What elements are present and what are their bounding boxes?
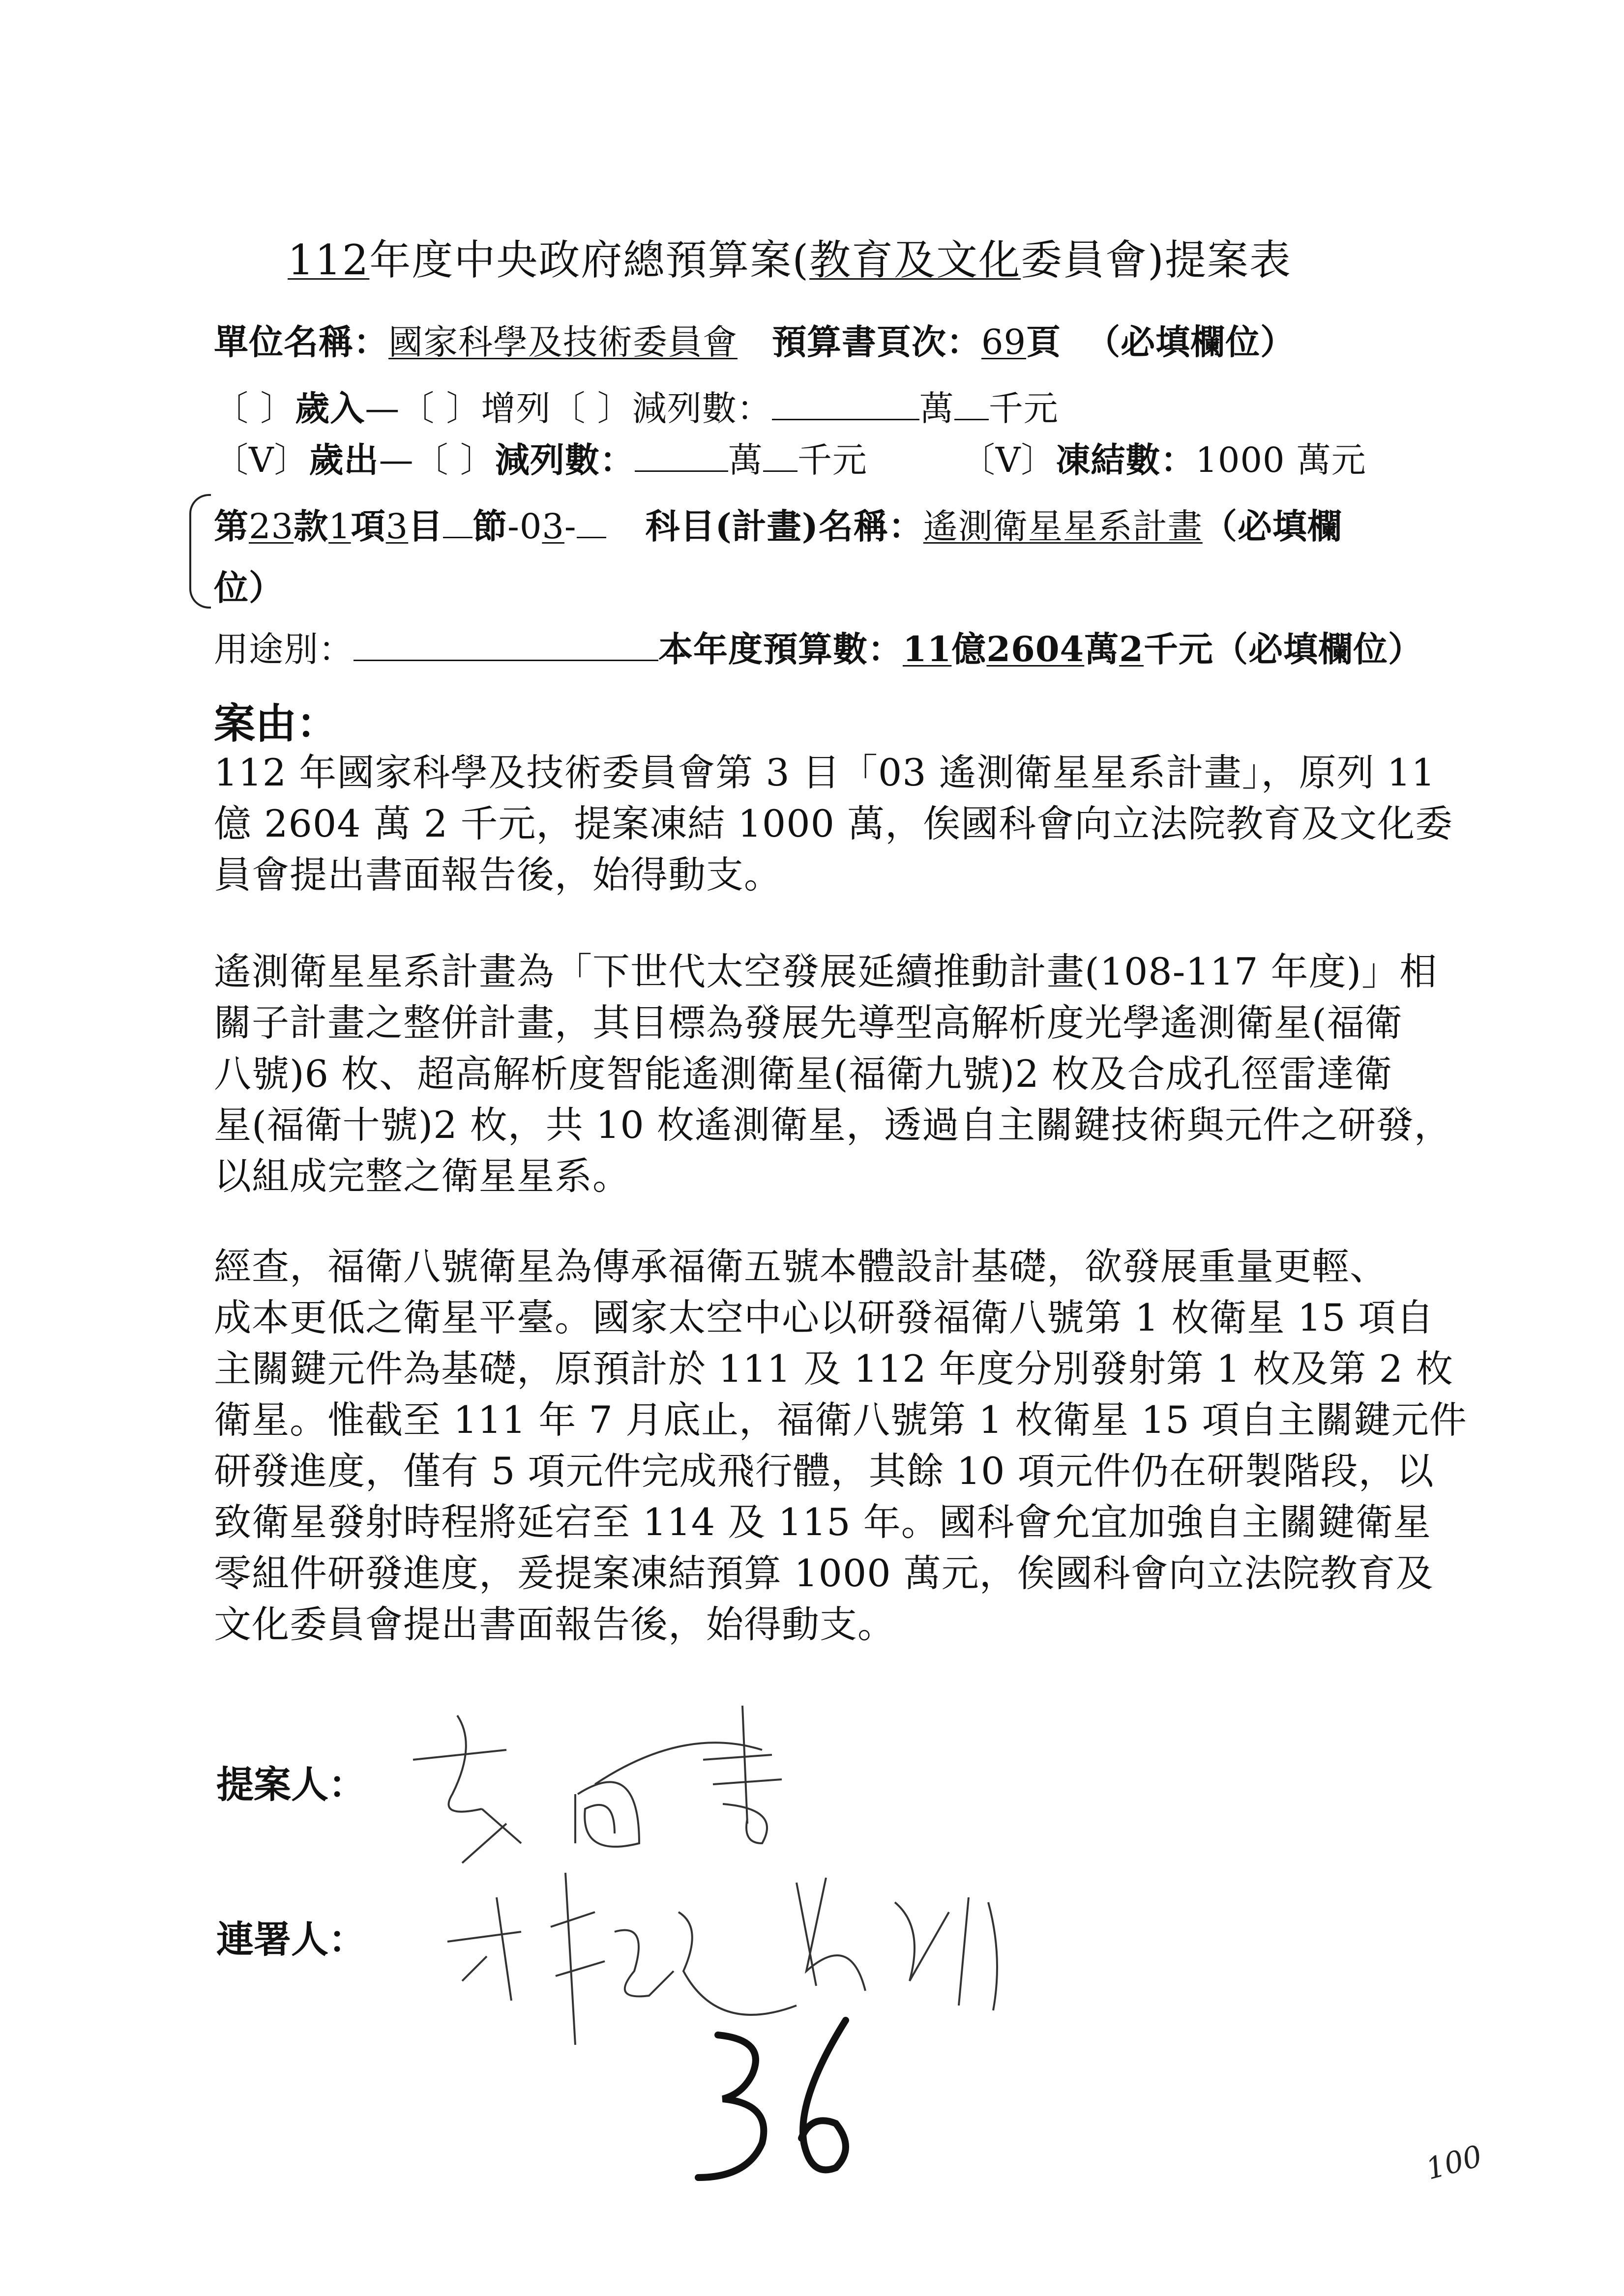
required-note-cont: 位）	[214, 567, 284, 608]
unit-row	[214, 315, 1295, 364]
code-number: 3	[542, 506, 564, 547]
account-row-cont	[214, 560, 284, 610]
dash: —	[365, 388, 400, 429]
reason-paragraph-2	[214, 946, 1452, 1202]
wan-unit: 萬	[919, 388, 954, 429]
paragraph-line: 112 年國家科學及技術委員會第 3 目「03 遙測衛星星系計畫」，原列 11	[214, 751, 1436, 794]
decrease-label: 減列數：	[495, 439, 635, 480]
paragraph-line: 文化委員會提出書面報告後，始得動支。	[214, 1602, 895, 1646]
handwritten-number-36	[688, 2020, 895, 2187]
blank-qian	[954, 389, 989, 420]
reason-paragraph-1	[214, 747, 1453, 901]
xiang-number: 1	[328, 506, 351, 547]
expense-label: 歲出	[309, 439, 379, 480]
paragraph-line: 主關鍵元件為基礎，原預計於 111 及 112 年度分別發射第 1 枚及第 2 枚	[214, 1347, 1454, 1391]
usage-label: 用途別：	[214, 629, 354, 669]
paragraph-line: 致衛星發射時程將延宕至 114 及 115 年。國科會允宜加強自主關鍵衛星	[214, 1500, 1431, 1544]
decrease-checkbox: 〔 〕	[551, 388, 632, 429]
expense-row	[214, 433, 1366, 482]
paragraph-line: 衛星。惟截至 111 年 7 月底止，福衛八號第 1 枚衛星 15 項自主關鍵元件	[214, 1398, 1467, 1442]
title-post: 委員會)提案表	[1021, 236, 1292, 284]
dash: —	[379, 440, 414, 480]
kuan-number: 23	[249, 506, 294, 547]
budget-label: 本年度預算數：	[658, 629, 903, 669]
revenue-row	[214, 381, 1059, 431]
usage-blank	[354, 630, 658, 661]
kuan: 款	[294, 506, 329, 547]
mu-number: 3	[385, 506, 409, 547]
decrease-checkbox: 〔 〕	[413, 440, 495, 480]
required-note: （必填欄位）	[1086, 321, 1296, 362]
revenue-checkbox: 〔 〕	[214, 388, 295, 429]
wan-number: 2604	[986, 629, 1085, 669]
jie: 節	[472, 506, 508, 547]
blank-code	[577, 507, 606, 538]
unit-value: 國家科學及技術委員會	[388, 322, 738, 362]
code-prefix: -0	[507, 506, 542, 547]
reason-heading: 案由：	[214, 699, 338, 748]
cosigner-label: 連署人：	[216, 1918, 366, 1961]
account-row	[214, 499, 1342, 549]
subject-value: 遙測衛星星系計畫	[923, 506, 1203, 547]
required-note: （必填欄位）	[1213, 629, 1423, 669]
blank-jie	[443, 507, 472, 538]
paragraph-line: 八號)6 枚、超高解析度智能遙測衛星(福衛九號)2 枚及合成孔徑雷達衛	[214, 1052, 1392, 1096]
qian-unit: 千元	[797, 440, 867, 480]
qian-number: 2	[1119, 629, 1144, 669]
paragraph-line: 零組件研發進度，爰提案凍結預算 1000 萬元，俟國科會向立法院教育及	[214, 1551, 1434, 1595]
increase-label: 增列	[481, 388, 551, 429]
paragraph-line: 員會提出書面報告後，始得動支。	[214, 853, 782, 897]
qian-unit: 千元	[988, 388, 1059, 429]
decrease-label: 減列數：	[632, 388, 772, 429]
bracket-mark	[189, 494, 211, 609]
usage-row	[214, 622, 1423, 671]
required-note: （必填欄	[1202, 506, 1342, 547]
subject-label: 科目(計畫)名稱：	[645, 506, 923, 547]
form-title	[288, 227, 1292, 287]
title-committee: 教育及文化	[809, 236, 1021, 284]
proposer-signature	[408, 1696, 801, 1873]
blank-qian	[763, 441, 797, 472]
page-value: 69	[981, 322, 1027, 362]
blank-wan	[635, 441, 728, 472]
paragraph-line: 億 2604 萬 2 千元，提案凍結 1000 萬，俟國科會向立法院教育及文化委	[214, 802, 1453, 845]
blank-wan	[772, 389, 919, 420]
paragraph-line: 研發進度，僅有 5 項元件完成飛行體，其餘 10 項元件仍在研製階段，以	[214, 1449, 1434, 1493]
freeze-value: 1000 萬元	[1195, 440, 1366, 480]
paragraph-line: 關子計畫之整併計畫，其目標為發展先導型高解析度光學遙測衛星(福衛	[214, 1001, 1403, 1045]
unit-label: 單位名稱：	[214, 321, 388, 362]
qian: 千元	[1143, 629, 1213, 669]
paragraph-line: 以組成完整之衛星星系。	[214, 1154, 630, 1198]
paragraph-line: 遙測衛星星系計畫為「下世代太空發展延續推動計畫(108-117 年度)」相	[214, 950, 1438, 993]
page-label: 預算書頁次：	[772, 321, 981, 362]
di: 第	[214, 506, 249, 547]
page-unit: 頁	[1026, 321, 1062, 362]
yi-number: 11	[903, 629, 952, 669]
mu: 目	[408, 506, 443, 547]
wan: 萬	[1084, 629, 1120, 669]
proposer-label: 提案人：	[216, 1763, 366, 1806]
paragraph-line: 成本更低之衛星平臺。國家太空中心以研發福衛八號第 1 枚衛星 15 項自	[214, 1296, 1434, 1339]
page-mark: 100	[1422, 2139, 1486, 2187]
yi: 億	[951, 629, 987, 669]
freeze-label: 凍結數：	[1056, 439, 1196, 480]
freeze-checkbox: 〔V〕	[960, 440, 1056, 480]
revenue-label: 歲入	[295, 388, 365, 429]
xiang: 項	[351, 506, 386, 547]
paragraph-line: 星(福衛十號)2 枚，共 10 枚遙測衛星，透過自主關鍵技術與元件之研發，	[214, 1103, 1452, 1147]
reason-paragraph-3	[214, 1241, 1467, 1650]
title-year: 112	[288, 236, 370, 284]
code-dash: -	[564, 506, 577, 547]
increase-checkbox: 〔 〕	[400, 388, 481, 429]
title-pre: 年度中央政府總預算案(	[369, 236, 810, 284]
expense-checkbox: 〔V〕	[214, 440, 309, 480]
paragraph-line: 經查，福衛八號衛星為傳承福衛五號本體設計基礎，欲發展重量更輕、	[214, 1245, 1388, 1288]
wan-unit: 萬	[728, 440, 763, 480]
